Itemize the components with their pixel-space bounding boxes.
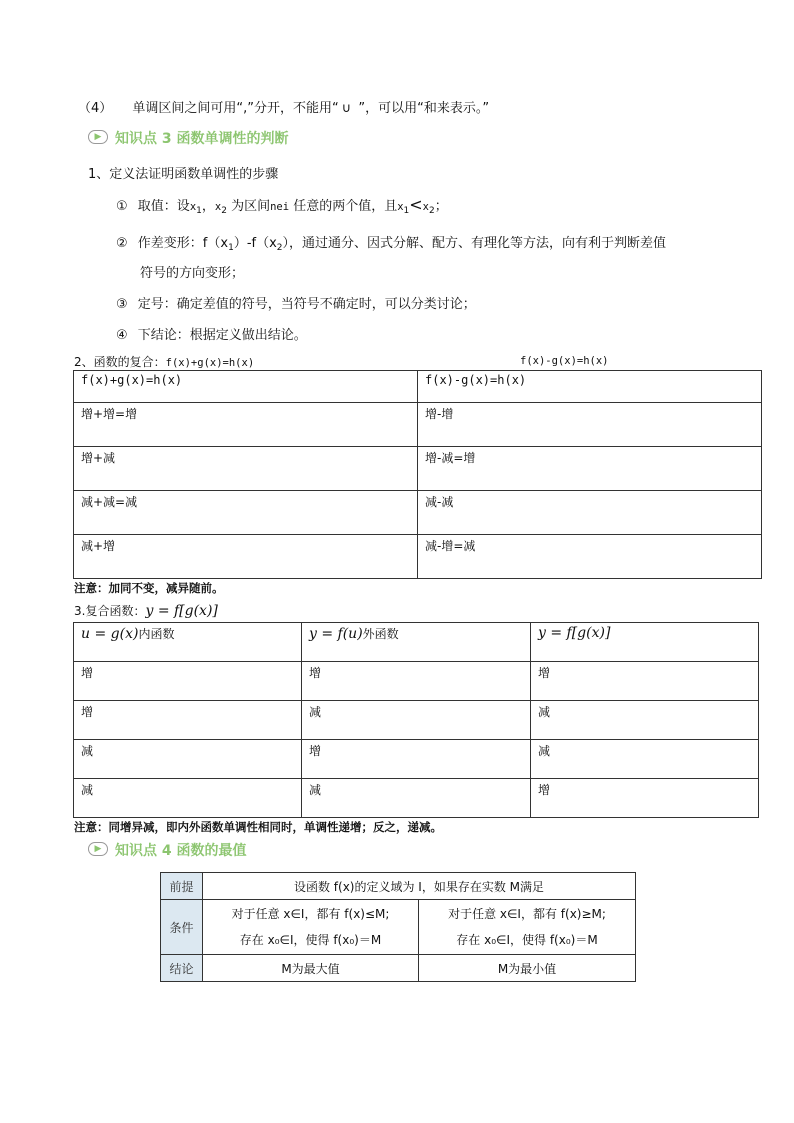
table-cell: 减+减=减 bbox=[74, 491, 418, 535]
union-symbol: ∪ bbox=[341, 101, 352, 116]
step-1-end: ； bbox=[434, 199, 448, 214]
table-row bbox=[74, 491, 762, 535]
item-2-line bbox=[74, 353, 254, 370]
table-cell: 减-减 bbox=[418, 491, 762, 535]
conclusion-label: 结论 bbox=[161, 955, 203, 982]
step-1-lt: < bbox=[409, 195, 423, 214]
inner-formula: u = g(x) bbox=[81, 626, 139, 642]
item-2-label: 2、函数的复合： bbox=[74, 355, 166, 369]
table-cell: 增 bbox=[302, 662, 531, 701]
step-2-num: ② bbox=[116, 236, 128, 251]
step-4-num: ④ bbox=[116, 328, 128, 343]
composition-table bbox=[73, 370, 762, 579]
step-1-comma: ， bbox=[201, 199, 215, 214]
line-4-text-a: 单调区间之间可用“,”分开，不能用“ bbox=[132, 101, 339, 116]
step-1-x1b-sub: 1 bbox=[403, 206, 410, 216]
condition-max bbox=[203, 900, 419, 955]
item-2-f-minus: f(x)-g(x)=h(x) bbox=[520, 355, 609, 367]
step-2-sub1: 1 bbox=[228, 243, 234, 253]
step-2-tail: ），通过通分、因式分解、配方、有理化等方法，向有利于判断差值 bbox=[282, 236, 667, 251]
condition-min-line-1: 对于任意 x∈I，都有 f(x)≥M; bbox=[448, 907, 606, 921]
line-4 bbox=[78, 97, 489, 116]
extremum-table bbox=[160, 872, 636, 982]
item-3-line bbox=[74, 602, 218, 619]
condition-max-line-1: 对于任意 x∈I，都有 f(x)≤M; bbox=[231, 907, 390, 921]
step-1-tail: 任意的两个值，且 bbox=[289, 199, 398, 214]
premise-text: 设函数 f(x)的定义域为 I，如果存在实数 M满足 bbox=[203, 873, 636, 900]
step-2-label: 作差变形：f（x bbox=[137, 236, 229, 251]
note-1: 注意：加同不变，减异随前。 bbox=[74, 581, 224, 595]
condition-min-line-2: 存在 x₀∈I，使得 f(x₀)＝M bbox=[456, 933, 598, 947]
step-4 bbox=[116, 324, 307, 343]
table-cell: 增-减=增 bbox=[418, 447, 762, 491]
table-row bbox=[74, 371, 762, 403]
section-3-title: 知识点 3 函数单调性的判断 bbox=[115, 131, 289, 147]
premise-label: 前提 bbox=[161, 873, 203, 900]
table-cell: 减 bbox=[302, 779, 531, 818]
table-row bbox=[74, 740, 759, 779]
step-1-x1-sub: 1 bbox=[196, 206, 202, 216]
table-cell: 减 bbox=[302, 701, 531, 740]
item-3-label: 3.复合函数： bbox=[74, 604, 146, 618]
table-row bbox=[161, 873, 636, 900]
table-row bbox=[74, 535, 762, 579]
condition-label: 条件 bbox=[161, 900, 203, 955]
table-cell: 增-增 bbox=[418, 403, 762, 447]
table-row bbox=[161, 955, 636, 982]
table-header-inner bbox=[74, 623, 302, 662]
table-cell: f(x)-g(x)=h(x) bbox=[418, 371, 762, 403]
conclusion-min: M为最小值 bbox=[419, 955, 636, 982]
conclusion-max: M为最大值 bbox=[203, 955, 419, 982]
table-row bbox=[74, 779, 759, 818]
table-cell: 增 bbox=[531, 662, 759, 701]
outer-label: 外函数 bbox=[362, 627, 399, 641]
table-header-composite bbox=[531, 623, 759, 662]
step-2-sub2: 2 bbox=[276, 243, 283, 253]
item-1-title: 1、定义法证明函数单调性的步骤 bbox=[88, 167, 279, 182]
item-2-f-plus: f(x)+g(x)=h(x) bbox=[165, 357, 255, 369]
outer-formula: y = f(u) bbox=[309, 626, 363, 642]
step-1-x2-sub: 2 bbox=[221, 206, 227, 216]
table-cell: 增+增=增 bbox=[74, 403, 418, 447]
step-1-x2: x bbox=[214, 201, 222, 213]
step-1-num: ① bbox=[116, 199, 128, 214]
step-1-x1: x bbox=[189, 201, 197, 213]
table-row bbox=[74, 701, 759, 740]
inner-label: 内函数 bbox=[138, 627, 175, 641]
item-3-formula: y = f[g(x)] bbox=[145, 603, 218, 619]
condition-min bbox=[419, 900, 636, 955]
step-1-mid: 为区间 bbox=[226, 199, 271, 214]
table-cell: 减+增 bbox=[74, 535, 418, 579]
condition-max-line-2: 存在 x₀∈I，使得 f(x₀)＝M bbox=[239, 933, 382, 947]
line-4-text-b: ”，可以用“和来表示。” bbox=[354, 101, 490, 116]
arrow-circle-icon: ▶ bbox=[88, 842, 108, 856]
table-cell: 增 bbox=[74, 701, 302, 740]
table-cell: 增 bbox=[531, 779, 759, 818]
step-3 bbox=[116, 293, 476, 312]
table-cell: 减 bbox=[74, 779, 302, 818]
table-cell: 增+减 bbox=[74, 447, 418, 491]
step-2-line-2: 符号的方向变形； bbox=[140, 266, 245, 281]
table-row bbox=[74, 623, 759, 662]
step-4-text: 下结论：根据定义做出结论。 bbox=[137, 328, 307, 343]
table-cell: 增 bbox=[302, 740, 531, 779]
step-1-nei: nei bbox=[270, 201, 290, 213]
table-row bbox=[74, 403, 762, 447]
table-cell: f(x)+g(x)=h(x) bbox=[74, 371, 418, 403]
composite-function-table bbox=[73, 622, 759, 818]
step-1-x1b: x bbox=[397, 201, 404, 213]
table-row bbox=[161, 900, 636, 955]
step-1-x2b-sub: 2 bbox=[429, 206, 435, 216]
table-row bbox=[74, 447, 762, 491]
table-cell: 减 bbox=[531, 740, 759, 779]
step-1-x2b: x bbox=[422, 201, 429, 213]
composite-formula: y = f[g(x)] bbox=[538, 625, 611, 641]
step-3-text: 定号：确定差值的符号，当符号不确定时，可以分类讨论； bbox=[137, 297, 476, 312]
table-cell: 减 bbox=[74, 740, 302, 779]
table-cell: 减 bbox=[531, 701, 759, 740]
step-2 bbox=[116, 232, 666, 253]
step-2-mid: ）-f（x bbox=[233, 236, 277, 251]
step-1 bbox=[116, 195, 448, 216]
table-cell: 增 bbox=[74, 662, 302, 701]
section-4-title: 知识点 4 函数的最值 bbox=[115, 843, 247, 859]
table-cell: 减-增=减 bbox=[418, 535, 762, 579]
note-2: 注意：同增异减，即内外函数单调性相同时，单调性递增；反之，递减。 bbox=[74, 820, 442, 834]
line-4-num: （4） bbox=[78, 101, 113, 116]
table-header-outer bbox=[302, 623, 531, 662]
step-3-num: ③ bbox=[116, 297, 128, 312]
step-1-label: 取值：设 bbox=[137, 199, 190, 214]
table-row bbox=[74, 662, 759, 701]
arrow-circle-icon: ▶ bbox=[88, 130, 108, 144]
